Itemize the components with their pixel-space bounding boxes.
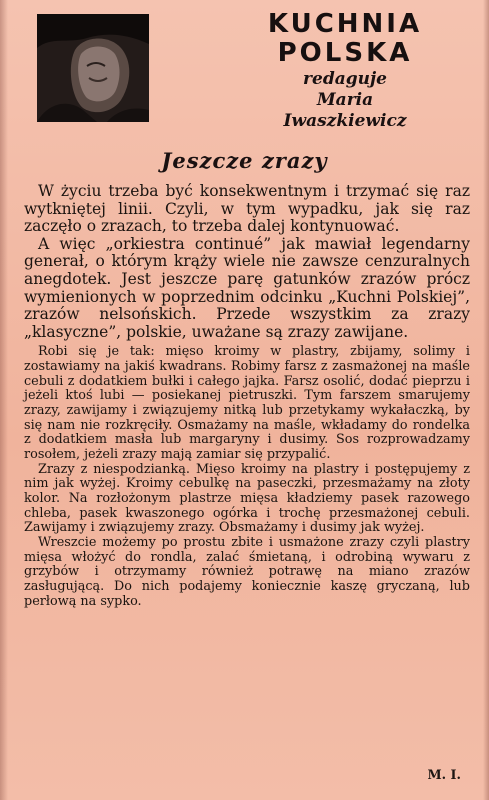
- author-portrait-icon: [37, 14, 149, 122]
- paragraph-1: W życiu trzeba być konsekwentnym i trzymać się raz wytkniętej linii. Czyli, w tym wypadku, jak się raz zaczęło o zrazach, to trzeba dalej kontynuować.: [24, 182, 470, 236]
- masthead-polska: POLSKA: [277, 38, 413, 68]
- author-photo: [37, 14, 149, 122]
- column-header: [0, 0, 489, 140]
- paragraph-5: Wreszcie możemy po prostu zbite i usmażone zrazy czyli plastry mięsa włożyć do rondla, zalać śmietaną, i odrobiną wywaru z grzybów i otrzymamy również potrawę na miano zrazów zasługującą. Do nich podajemy koniecznie kaszę gryczaną, lub perłową na sypko.: [24, 534, 470, 609]
- masthead: [250, 10, 440, 132]
- editor-last-name: Iwaszkiewicz: [283, 111, 407, 131]
- author-signature: M. I.: [427, 768, 461, 783]
- article-body: [24, 183, 470, 609]
- article-title: Jeszcze zrazy: [161, 148, 328, 173]
- paragraph-2: A więc „orkiestra continué” jak mawiał legendarny generał, o którym krąży wiele nie zawsze cenzuralnych anegdotek. Jest jeszcze parę gatunków zrazów prócz wymienionych w poprzednim odcinku „Kuchni Polskiej”, zrazów nelsońskich. Przede wszystkim za zrazy „klasyczne”, polskie, uważane są zrazy zawijane.: [24, 234, 470, 341]
- editor-label: redaguje: [303, 69, 387, 89]
- masthead-kuchnia: KUCHNIA: [267, 9, 423, 39]
- paragraph-3: Robi się je tak: mięso kroimy w plastry, zbijamy, solimy i zostawiamy na jakiś kwadrans. Robimy farsz z zasmażonej na maśle cebuli z dodatkiem bułki i całego jajka. Farsz osolić, dodać pieprzu i jeżeli ktoś lubi — posiekanej pietruszki. Tym farszem smarujemy zrazy, zawijamy i związujemy nitką lub przetykamy wykałaczką, by się nam nie rozkręciły. Osmażamy na maśle, wkładamy do rondelka z dodatkiem masła lub margaryny i dusimy. Sos rozprowadzamy rosołem, jeżeli zrazy mają zamiar się przypalić.: [24, 344, 470, 462]
- editor-first-name: Maria: [316, 90, 374, 110]
- paragraph-4: Zrazy z niespodzianką. Mięso kroimy na plastry i postępujemy z nim jak wyżej. Kroimy cebulkę na paseczki, przesmażamy na złoty kolor. Na rozłożonym plastrze mięsa kładziemy pasek razowego chleba, pasek kwaszonego ogórka i trochę przesmażonej cebuli. Zawijamy i związujemy zrazy. Obsmażamy i dusimy jak wyżej.: [24, 461, 470, 536]
